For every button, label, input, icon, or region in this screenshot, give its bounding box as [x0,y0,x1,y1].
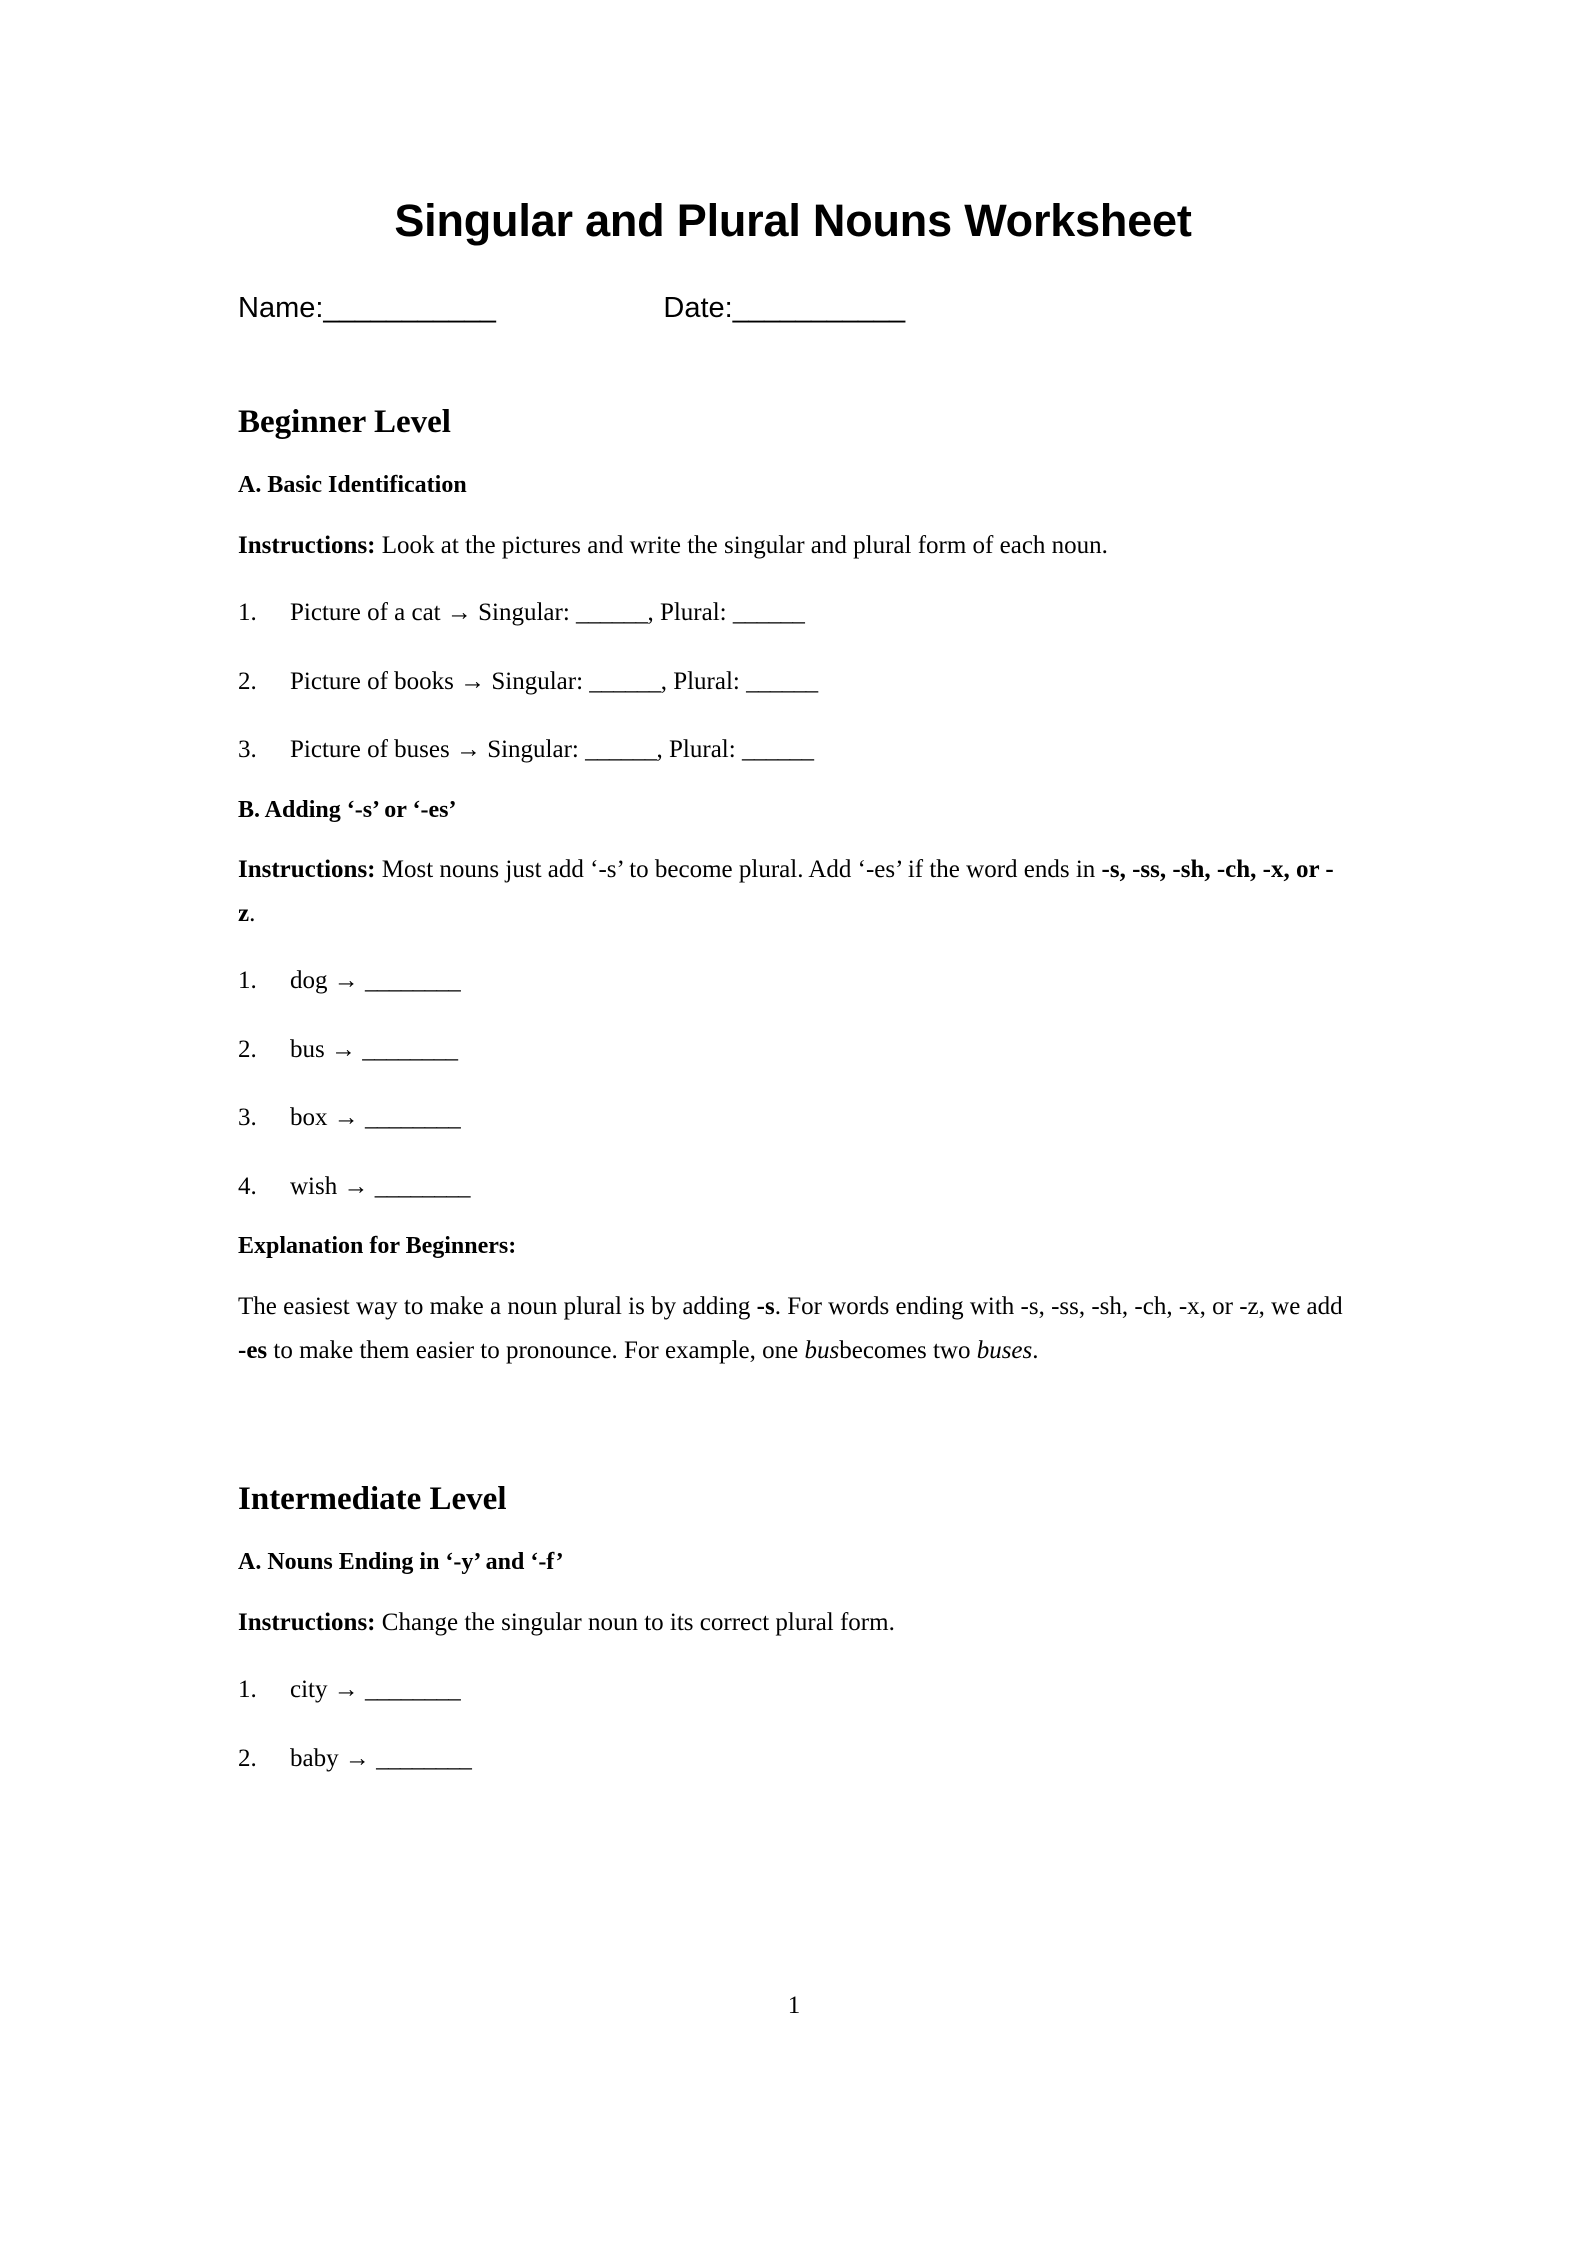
explanation-italic-buses: buses [976,1336,1033,1364]
list-item [238,660,1348,704]
list-item [238,1028,1348,1072]
heading-intermediate-section-a: A. Nouns Ending in ‘-y’ and ‘-f’ [238,1548,564,1575]
list-item [238,728,1348,772]
list-item-text: baby → [290,1744,377,1772]
instructions-text-before: Most nouns just add ‘-s’ to become plural. Add ‘-es’ if the word ends in [375,856,1102,884]
date-label: Date: [663,291,733,324]
list-item-text: wish → [290,1172,375,1200]
list-item-number: 2. [238,1035,257,1063]
list-item-number: 2. [238,667,257,695]
list-item-text-mid: , Plural: [647,599,733,627]
list-item [238,959,1348,1003]
date-input-blank[interactable]: ___________ [732,291,905,324]
list-item-text: Picture of books → Singular: [290,667,590,695]
list-item-number: 1. [238,967,257,995]
instructions-label: Instructions: [238,531,376,559]
intermediate-section-a-instructions [238,1601,1348,1645]
list-item-number: 2. [238,1744,257,1772]
answer-blank[interactable]: ________ [362,1035,458,1063]
beginner-section-a-list [238,591,1348,772]
answer-blank[interactable]: ________ [365,1104,461,1132]
beginner-section-a-instructions [238,524,1348,568]
instructions-label: Instructions: [238,1608,376,1636]
explanation-text-4: becomes two [839,1336,977,1364]
answer-blank-singular[interactable]: ______ [576,599,648,627]
beginner-section-b-list [238,959,1348,1208]
intermediate-section-a-list [238,1668,1348,1780]
answer-blank[interactable]: ________ [365,1676,461,1704]
heading-intermediate-level: Intermediate Level [238,1481,507,1518]
heading-beginner-level: Beginner Level [238,404,451,441]
list-item-number: 3. [238,736,257,764]
list-item-number: 3. [238,1104,257,1132]
list-item [238,1096,1348,1140]
name-field-group [238,292,495,324]
list-item-number: 4. [238,1172,257,1200]
instructions-label: Instructions: [238,856,376,884]
list-item-number: 1. [238,1676,257,1704]
answer-blank-plural[interactable]: ______ [741,736,814,764]
beginner-section-b-instructions [238,848,1348,935]
name-input-blank[interactable]: ___________ [323,291,496,324]
page-title: Singular and Plural Nouns Worksheet [394,195,1192,246]
explanation-bold-s: -s [756,1293,775,1321]
answer-blank[interactable]: ________ [374,1172,470,1200]
list-item [238,1165,1348,1209]
name-label: Name: [238,291,324,324]
list-item-text: box → [290,1104,365,1132]
document-content [238,0,1348,1780]
list-item-text: Picture of a cat → Singular: [290,599,577,627]
beginner-explanation-paragraph [238,1285,1348,1372]
answer-blank[interactable]: ________ [365,967,461,995]
list-item-text-mid: , Plural: [660,667,747,695]
instructions-suffix-rules: -s, -ss, -sh, -ch, -x, or -z [238,856,1334,927]
answer-blank-singular[interactable]: ______ [585,736,657,764]
list-item [238,1668,1348,1712]
explanation-text-1: The easiest way to make a noun plural is by adding [238,1293,757,1321]
explanation-bold-es: -es [238,1336,268,1364]
list-item-text: bus → [290,1035,363,1063]
answer-blank-plural[interactable]: ______ [732,599,805,627]
answer-blank-plural[interactable]: ______ [746,667,818,695]
list-item-text: Picture of buses → Singular: [290,736,586,764]
name-date-row [238,290,1348,328]
heading-beginner-section-a: A. Basic Identification [238,471,467,498]
instructions-text-after: . [249,899,256,927]
explanation-text-5: . [1032,1336,1039,1364]
instructions-text: Change the singular noun to its correct plural form. [375,1608,895,1636]
list-item-text-mid: , Plural: [656,736,742,764]
heading-beginner-section-b: B. Adding ‘-s’ or ‘-es’ [238,796,457,823]
explanation-italic-bus: bus [804,1336,840,1364]
answer-blank-singular[interactable]: ______ [589,667,661,695]
list-item-number: 1. [238,599,257,627]
list-item [238,1737,1348,1781]
answer-blank[interactable]: ________ [376,1744,472,1772]
list-item [238,591,1348,635]
heading-explanation-for-beginners: Explanation for Beginners: [238,1233,517,1260]
explanation-text-2: . For words ending with -s, -ss, -sh, -ch, -x, or -z, we add [774,1293,1343,1321]
explanation-text-3: to make them easier to pronounce. For example, one [267,1336,805,1364]
date-field-group [663,292,904,324]
list-item-text: city → [290,1676,365,1704]
list-item-text: dog → [290,967,365,995]
page-number: 1 [787,1992,801,2019]
instructions-text: Look at the pictures and write the singular and plural form of each noun. [375,531,1108,559]
